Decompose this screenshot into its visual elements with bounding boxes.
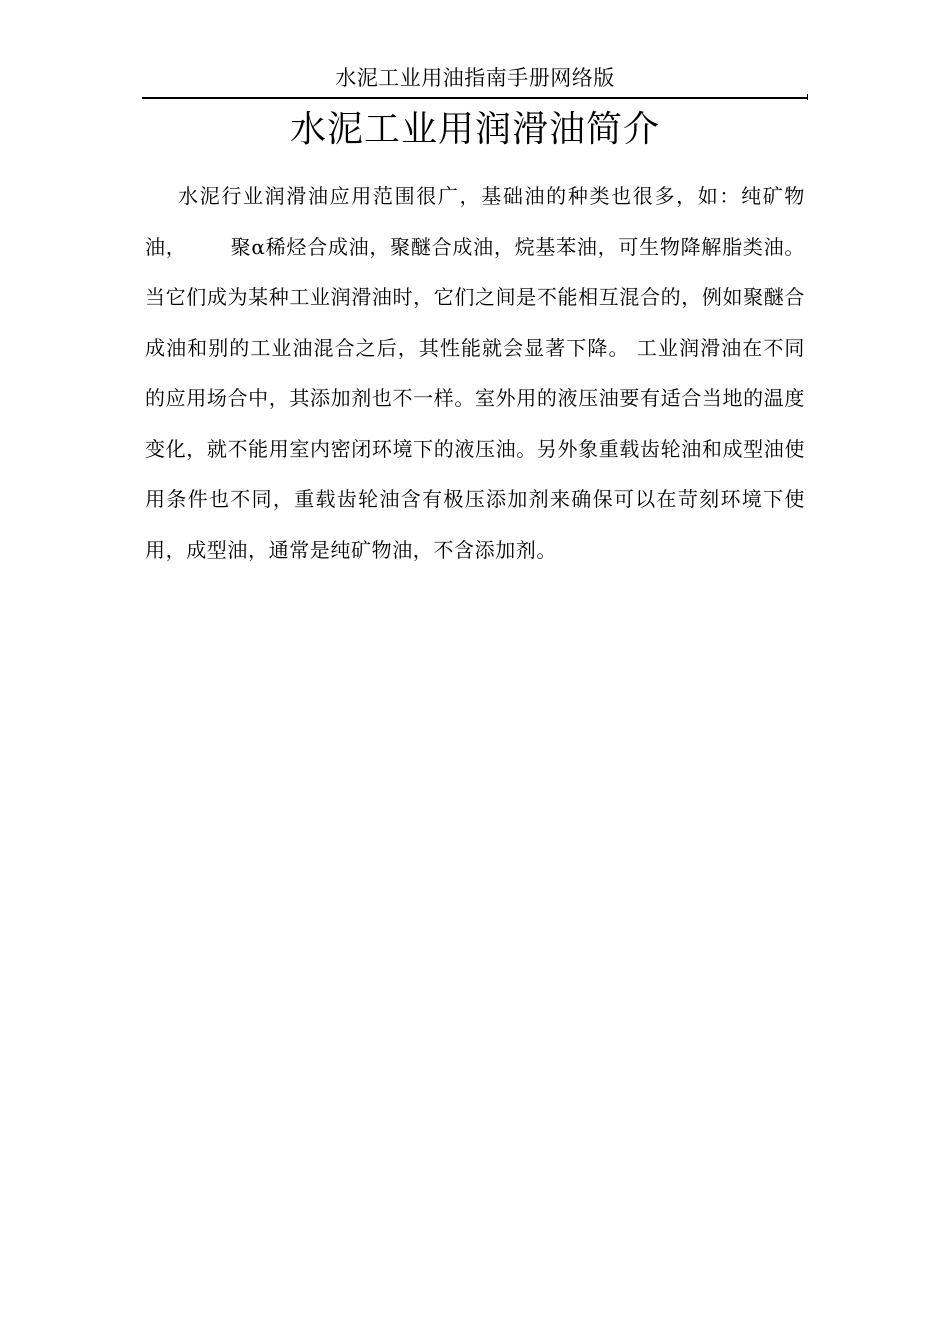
body-paragraph-part-2: 聚α稀烃合成油，聚醚合成油，烷基苯油，可生物降解脂类油。当它们成为某种工业润滑油时，它们之间是不能相互混合的，例如聚醚合成油和别的工业油混合之后，其性能就会显著下降。 工业润滑油在不同的应用场合中，其添加剂也不一样。室外用的液压油要有适合当地的温度变化，就不能用室内密闭环境下的液压油。另外象重载齿轮油和成型油使用条件也不同，重载齿轮油含有极压添加剂来确保可以在苛刻环境下使用，成型油，通常是纯矿物油，不含添加剂。: [145, 234, 805, 562]
page-header: 水泥工业用油指南手册网络版: [335, 66, 615, 90]
header-divider: [142, 97, 808, 99]
body-paragraph: [145, 171, 805, 575]
header-divider-end-mark: [807, 94, 808, 100]
document-title: 水泥工业用润滑油简介: [289, 109, 660, 150]
body-paragraph-part-1: 水泥行业润滑油应用范围很广，基础油的种类也很多，如：纯矿物油，: [145, 184, 805, 259]
